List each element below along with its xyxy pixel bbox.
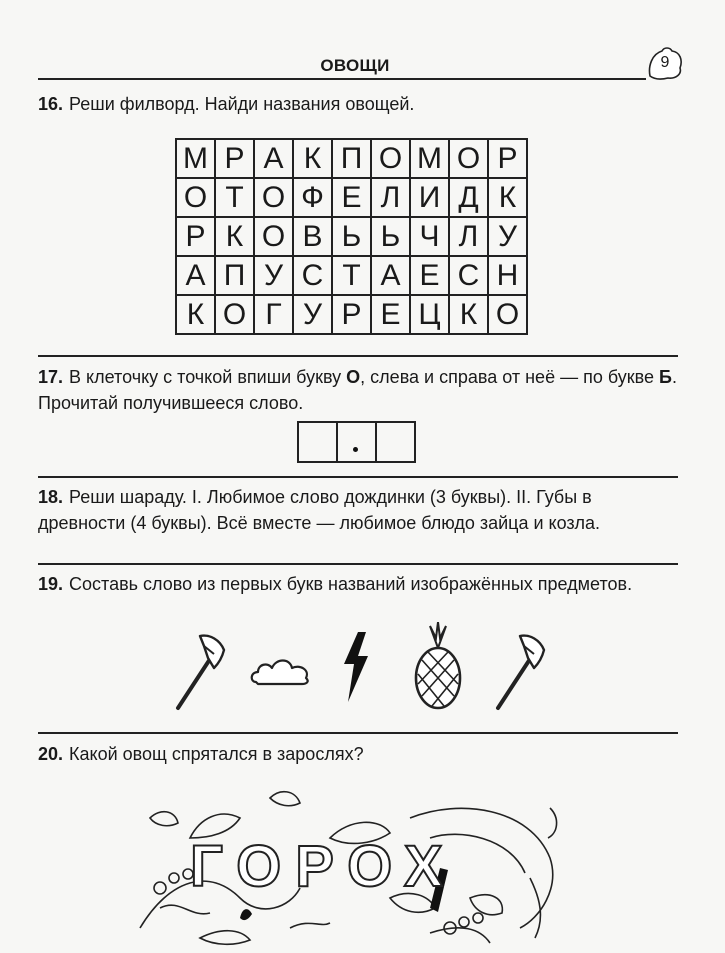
hidden-word: ГОРОХ <box>190 834 457 899</box>
grid-cell[interactable]: К <box>216 218 255 257</box>
answer-box[interactable] <box>377 423 414 461</box>
grid-cell[interactable]: О <box>450 140 489 179</box>
grid-cell[interactable]: А <box>372 257 411 296</box>
grid-cell[interactable]: М <box>177 140 216 179</box>
grid-cell[interactable]: Ц <box>411 296 450 335</box>
filword-grid <box>175 138 528 335</box>
grid-cell[interactable]: С <box>450 257 489 296</box>
section-divider <box>38 563 678 565</box>
grid-cell[interactable]: Р <box>333 296 372 335</box>
page-title: ОВОЩИ <box>320 56 390 75</box>
grid-cell[interactable]: К <box>489 179 528 218</box>
answer-box[interactable] <box>299 423 338 461</box>
grid-cell[interactable]: Н <box>489 257 528 296</box>
picture-row <box>170 622 570 712</box>
lightning-icon <box>338 630 372 704</box>
grid-cell[interactable]: О <box>255 179 294 218</box>
task-text: Какой овощ спрятался в зарослях? <box>69 744 364 764</box>
grid-cell[interactable]: А <box>177 257 216 296</box>
grid-cell[interactable]: Е <box>372 296 411 335</box>
dot-mark <box>353 447 358 452</box>
page-number-badge <box>646 46 684 80</box>
task-18 <box>38 484 678 536</box>
section-divider <box>38 732 678 734</box>
grid-cell[interactable]: П <box>333 140 372 179</box>
overgrown-thicket-illustration <box>130 778 570 948</box>
task-20 <box>38 741 678 767</box>
section-divider <box>38 355 678 357</box>
grid-cell[interactable]: Р <box>177 218 216 257</box>
grid-cell[interactable]: О <box>216 296 255 335</box>
letter-o: О <box>346 367 361 387</box>
axe-icon <box>490 628 550 712</box>
grid-cell[interactable]: Ь <box>372 218 411 257</box>
grid-cell[interactable]: У <box>294 296 333 335</box>
letter-b: Б <box>659 367 672 387</box>
task-number: 20. <box>38 744 64 764</box>
grid-cell[interactable]: Л <box>372 179 411 218</box>
grid-cell[interactable]: Т <box>216 179 255 218</box>
grid-cell[interactable]: Л <box>450 218 489 257</box>
grid-cell[interactable]: Ь <box>333 218 372 257</box>
pineapple-icon <box>408 622 468 712</box>
axe-icon <box>170 628 230 712</box>
grid-cell[interactable]: У <box>255 257 294 296</box>
grid-cell[interactable]: Р <box>216 140 255 179</box>
grid-cell[interactable]: И <box>411 179 450 218</box>
grid-cell[interactable]: Е <box>411 257 450 296</box>
task-number: 17. <box>38 367 64 387</box>
grid-cell[interactable]: П <box>216 257 255 296</box>
grid-cell[interactable]: С <box>294 257 333 296</box>
grid-cell[interactable]: М <box>411 140 450 179</box>
task-text: Реши шараду. I. Любимое слово дождинки (3 буквы). II. Губы в древности (4 буквы). Всё вместе — любимое блюдо зайца и козла. <box>38 487 600 533</box>
task-number: 19. <box>38 574 64 594</box>
section-divider <box>38 476 678 478</box>
grid-cell[interactable]: О <box>177 179 216 218</box>
grid-cell[interactable]: К <box>450 296 489 335</box>
task-16 <box>38 91 678 117</box>
header-divider <box>38 78 646 80</box>
grid-cell[interactable]: О <box>489 296 528 335</box>
grid-cell[interactable]: К <box>294 140 333 179</box>
grid-cell[interactable]: У <box>489 218 528 257</box>
task-number: 16. <box>38 94 64 114</box>
grid-cell[interactable]: Д <box>450 179 489 218</box>
answer-boxes <box>297 421 416 463</box>
grid-cell[interactable]: В <box>294 218 333 257</box>
task-17 <box>38 364 678 416</box>
grid-cell[interactable]: К <box>177 296 216 335</box>
task-19 <box>38 571 678 597</box>
grid-cell[interactable]: Ч <box>411 218 450 257</box>
grid-cell[interactable]: О <box>372 140 411 179</box>
grid-cell[interactable]: Е <box>333 179 372 218</box>
grid-cell[interactable]: Г <box>255 296 294 335</box>
task-text-part2: , слева и справа от неё — по букве <box>360 367 659 387</box>
task-text-part1: В клеточку с точкой впиши букву <box>69 367 347 387</box>
grid-cell[interactable]: Т <box>333 257 372 296</box>
page-number: 9 <box>660 54 670 71</box>
cloud-icon <box>248 654 314 688</box>
task-text: Реши филворд. Найди названия овощей. <box>69 94 415 114</box>
grid-cell[interactable]: А <box>255 140 294 179</box>
grid-cell[interactable]: Р <box>489 140 528 179</box>
task-number: 18. <box>38 487 64 507</box>
grid-cell[interactable]: Ф <box>294 179 333 218</box>
grid-cell[interactable]: О <box>255 218 294 257</box>
answer-box-dot[interactable] <box>338 423 377 461</box>
task-text: Составь слово из первых букв названий изображённых предметов. <box>69 574 633 594</box>
task-text-part3: . Прочитай получившееся слово. <box>38 367 677 413</box>
